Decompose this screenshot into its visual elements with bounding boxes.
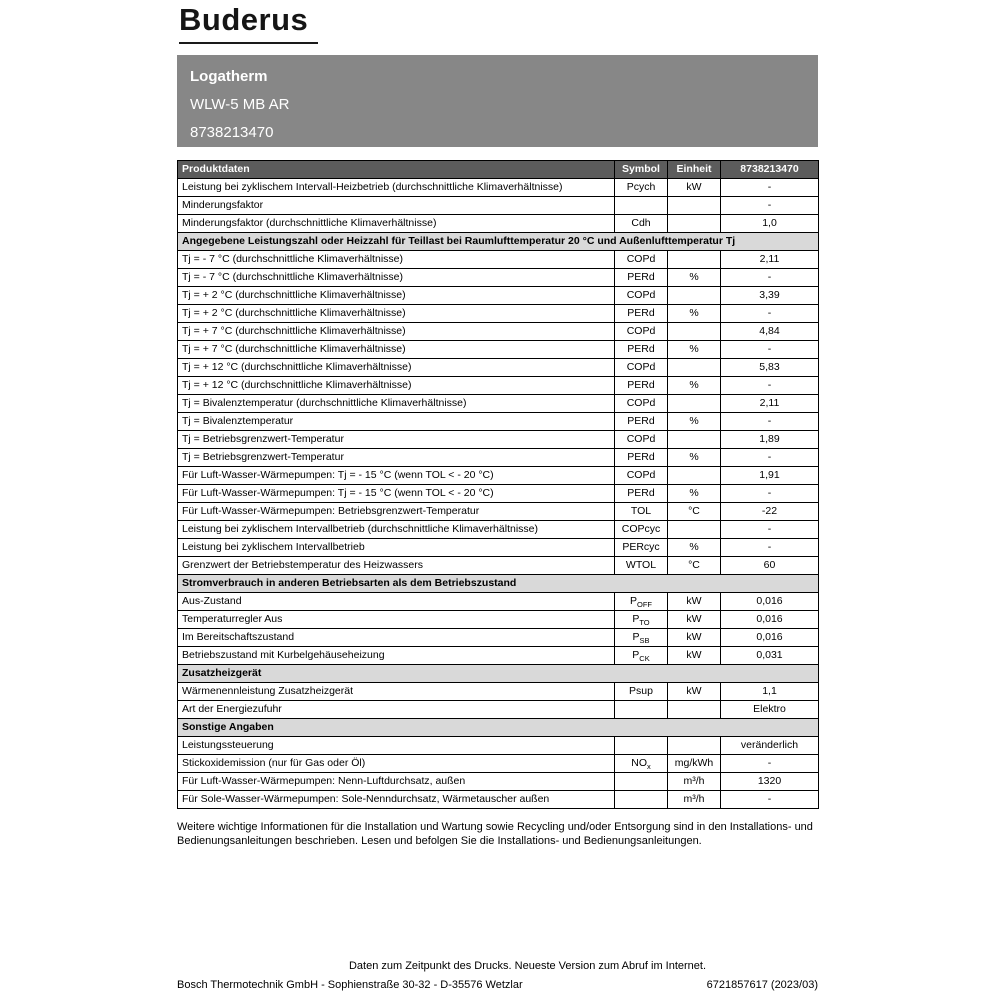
row-symbol: PERd (615, 341, 668, 359)
row-value: 2,11 (721, 395, 819, 413)
row-unit: % (668, 413, 721, 431)
row-symbol (615, 737, 668, 755)
row-symbol: Psup (615, 683, 668, 701)
table-row (178, 683, 819, 701)
row-symbol: Pcych (615, 179, 668, 197)
row-symbol: COPd (615, 323, 668, 341)
row-value: 0,016 (721, 611, 819, 629)
row-unit (668, 431, 721, 449)
page-footer (177, 960, 818, 991)
row-label: Tj = + 2 °C (durchschnittliche Klimaverhältnisse) (178, 305, 615, 323)
product-series: Logatherm (190, 68, 268, 85)
row-symbol: $P_{SB}$ (615, 629, 668, 647)
row-value: 5,83 (721, 359, 819, 377)
row-value: - (721, 539, 819, 557)
table-row (178, 755, 819, 773)
company-address: Bosch Thermotechnik GmbH - Sophienstraße 30-32 - D-35576 Wetzlar (177, 979, 523, 991)
table-row (178, 341, 819, 359)
row-label: Für Sole-Wasser-Wärmepumpen: Sole-Nenndurchsatz, Wärmetauscher außen (178, 791, 615, 809)
buderus-logo: Buderus (179, 2, 318, 44)
table-row (178, 503, 819, 521)
row-unit: % (668, 539, 721, 557)
row-label: Leistungssteuerung (178, 737, 615, 755)
row-symbol: COPd (615, 431, 668, 449)
table-row (178, 413, 819, 431)
col-einheit: Einheit (668, 161, 721, 179)
table-row (178, 629, 819, 647)
row-value: - (721, 413, 819, 431)
row-unit: mg/kWh (668, 755, 721, 773)
row-label: Minderungsfaktor (durchschnittliche Klimaverhältnisse) (178, 215, 615, 233)
product-article-number: 8738213470 (190, 124, 274, 141)
row-unit (668, 215, 721, 233)
row-unit (668, 737, 721, 755)
section-label: Stromverbrauch in anderen Betriebsarten als dem Betriebszustand (178, 575, 819, 593)
table-row (178, 197, 819, 215)
row-label: Tj = + 12 °C (durchschnittliche Klimaverhältnisse) (178, 359, 615, 377)
row-value: 1,0 (721, 215, 819, 233)
row-label: Temperaturregler Aus (178, 611, 615, 629)
row-value: 4,84 (721, 323, 819, 341)
section-row (178, 233, 819, 251)
table-row (178, 305, 819, 323)
row-unit: m³/h (668, 773, 721, 791)
row-unit: % (668, 341, 721, 359)
row-unit: °C (668, 557, 721, 575)
row-symbol: COPd (615, 395, 668, 413)
row-unit: kW (668, 611, 721, 629)
table-row (178, 737, 819, 755)
row-value: 0,031 (721, 647, 819, 665)
row-symbol: COPd (615, 251, 668, 269)
row-value: - (721, 521, 819, 539)
row-label: Tj = Bivalenztemperatur (178, 413, 615, 431)
product-header-box (177, 55, 818, 147)
row-value: - (721, 269, 819, 287)
row-unit: % (668, 449, 721, 467)
row-unit: m³/h (668, 791, 721, 809)
table-row (178, 251, 819, 269)
table-row (178, 773, 819, 791)
table-row (178, 287, 819, 305)
table-row (178, 395, 819, 413)
row-symbol: PERd (615, 449, 668, 467)
row-value: - (721, 197, 819, 215)
section-label: Zusatzheizgerät (178, 665, 819, 683)
row-value: 60 (721, 557, 819, 575)
row-label: Tj = + 7 °C (durchschnittliche Klimaverhältnisse) (178, 323, 615, 341)
row-symbol: PERd (615, 377, 668, 395)
col-produktdaten: Produktdaten (178, 161, 615, 179)
row-label: Aus-Zustand (178, 593, 615, 611)
row-unit (668, 323, 721, 341)
row-symbol (615, 197, 668, 215)
row-unit (668, 395, 721, 413)
row-value: 0,016 (721, 629, 819, 647)
document-number: 6721857617 (2023/03) (706, 979, 818, 991)
table-row (178, 539, 819, 557)
footer-bottom-line (177, 979, 818, 991)
col-symbol: Symbol (615, 161, 668, 179)
row-value: - (721, 341, 819, 359)
row-unit: °C (668, 503, 721, 521)
row-value: 2,11 (721, 251, 819, 269)
row-label: Tj = + 2 °C (durchschnittliche Klimaverhältnisse) (178, 287, 615, 305)
table-row (178, 647, 819, 665)
row-unit: % (668, 269, 721, 287)
row-value: - (721, 485, 819, 503)
row-value: Elektro (721, 701, 819, 719)
row-symbol (615, 791, 668, 809)
row-label: Für Luft-Wasser-Wärmepumpen: Nenn-Luftdurchsatz, außen (178, 773, 615, 791)
row-value: 1320 (721, 773, 819, 791)
row-symbol: COPd (615, 359, 668, 377)
table-row (178, 791, 819, 809)
row-value: - (721, 755, 819, 773)
row-label: Tj = Betriebsgrenzwert-Temperatur (178, 431, 615, 449)
row-value: 1,1 (721, 683, 819, 701)
row-label: Tj = + 7 °C (durchschnittliche Klimaverhältnisse) (178, 341, 615, 359)
table-row (178, 593, 819, 611)
row-value: 1,91 (721, 467, 819, 485)
row-value: 3,39 (721, 287, 819, 305)
table-header-row (178, 161, 819, 179)
row-unit (668, 701, 721, 719)
row-label: Im Bereitschaftszustand (178, 629, 615, 647)
table-row (178, 701, 819, 719)
row-value: - (721, 377, 819, 395)
row-symbol (615, 773, 668, 791)
row-symbol: $NO_x$ (615, 755, 668, 773)
table-row (178, 521, 819, 539)
table-row (178, 215, 819, 233)
row-unit (668, 287, 721, 305)
row-value: 0,016 (721, 593, 819, 611)
row-symbol: PERcyc (615, 539, 668, 557)
row-label: Tj = Bivalenztemperatur (durchschnittliche Klimaverhältnisse) (178, 395, 615, 413)
row-unit (668, 521, 721, 539)
product-model: WLW-5 MB AR (190, 96, 290, 113)
row-unit (668, 467, 721, 485)
row-label: Für Luft-Wasser-Wärmepumpen: Tj = - 15 °C (wenn TOL < - 20 °C) (178, 467, 615, 485)
row-label: Minderungsfaktor (178, 197, 615, 215)
table-row (178, 179, 819, 197)
row-label: Tj = - 7 °C (durchschnittliche Klimaverhältnisse) (178, 251, 615, 269)
row-unit: kW (668, 647, 721, 665)
row-symbol: $P_{TO}$ (615, 611, 668, 629)
table-header (178, 161, 819, 179)
row-value: - (721, 449, 819, 467)
row-label: Für Luft-Wasser-Wärmepumpen: Tj = - 15 °C (wenn TOL < - 20 °C) (178, 485, 615, 503)
row-symbol: PERd (615, 413, 668, 431)
section-row (178, 719, 819, 737)
row-label: Tj = + 12 °C (durchschnittliche Klimaverhältnisse) (178, 377, 615, 395)
row-label: Leistung bei zyklischem Intervallbetrieb (durchschnittliche Klimaverhältnisse) (178, 521, 615, 539)
row-unit: kW (668, 179, 721, 197)
row-symbol: Cdh (615, 215, 668, 233)
row-symbol: PERd (615, 305, 668, 323)
section-label: Angegebene Leistungszahl oder Heizzahl für Teillast bei Raumlufttemperatur 20 °C und Außenlufttemperatur Tj (178, 233, 819, 251)
table-row (178, 467, 819, 485)
row-unit (668, 197, 721, 215)
row-symbol: PERd (615, 269, 668, 287)
row-symbol: WTOL (615, 557, 668, 575)
row-symbol (615, 701, 668, 719)
table-row (178, 449, 819, 467)
product-data-table (177, 160, 819, 809)
row-unit (668, 251, 721, 269)
row-unit: % (668, 305, 721, 323)
row-value: 1,89 (721, 431, 819, 449)
row-label: Grenzwert der Betriebstemperatur des Heizwassers (178, 557, 615, 575)
section-row (178, 575, 819, 593)
row-unit: % (668, 377, 721, 395)
row-symbol: COPcyc (615, 521, 668, 539)
row-value: veränderlich (721, 737, 819, 755)
row-symbol: COPd (615, 467, 668, 485)
row-label: Stickoxidemission (nur für Gas oder Öl) (178, 755, 615, 773)
row-value: -22 (721, 503, 819, 521)
table-row (178, 485, 819, 503)
row-label: Tj = - 7 °C (durchschnittliche Klimaverhältnisse) (178, 269, 615, 287)
row-unit: kW (668, 683, 721, 701)
table-row (178, 269, 819, 287)
table-row (178, 431, 819, 449)
table-row (178, 557, 819, 575)
datasheet-content (177, 0, 818, 848)
row-symbol: $P_{CK}$ (615, 647, 668, 665)
table-row (178, 323, 819, 341)
row-label: Betriebszustand mit Kurbelgehäuseheizung (178, 647, 615, 665)
row-label: Art der Energiezufuhr (178, 701, 615, 719)
row-symbol: $P_{OFF}$ (615, 593, 668, 611)
row-unit: kW (668, 593, 721, 611)
row-value: - (721, 791, 819, 809)
row-value: - (721, 305, 819, 323)
row-symbol: PERd (615, 485, 668, 503)
section-row (178, 665, 819, 683)
table-row (178, 377, 819, 395)
product-table-body (178, 179, 819, 809)
installation-note: Weitere wichtige Informationen für die Installation und Wartung sowie Recycling und/oder Entsorgung sind in den Installations- und Bedienungsanleitungen beschrieben. Lesen und befolgen Sie die Installations- und Bedienungsanleitungen. (177, 821, 813, 847)
table-row (178, 611, 819, 629)
print-note: Daten zum Zeitpunkt des Drucks. Neueste Version zum Abruf im Internet. (348, 960, 707, 972)
row-label: Leistung bei zyklischem Intervallbetrieb (178, 539, 615, 557)
row-symbol: TOL (615, 503, 668, 521)
table-row (178, 359, 819, 377)
row-unit (668, 359, 721, 377)
row-unit: % (668, 485, 721, 503)
row-label: Wärmenennleistung Zusatzheizgerät (178, 683, 615, 701)
row-symbol: COPd (615, 287, 668, 305)
row-label: Für Luft-Wasser-Wärmepumpen: Betriebsgrenzwert-Temperatur (178, 503, 615, 521)
row-label: Tj = Betriebsgrenzwert-Temperatur (178, 449, 615, 467)
row-value: - (721, 179, 819, 197)
col-article-number: 8738213470 (721, 161, 819, 179)
section-label: Sonstige Angaben (178, 719, 819, 737)
row-label: Leistung bei zyklischem Intervall-Heizbetrieb (durchschnittliche Klimaverhältnisse) (178, 179, 615, 197)
row-unit: kW (668, 629, 721, 647)
